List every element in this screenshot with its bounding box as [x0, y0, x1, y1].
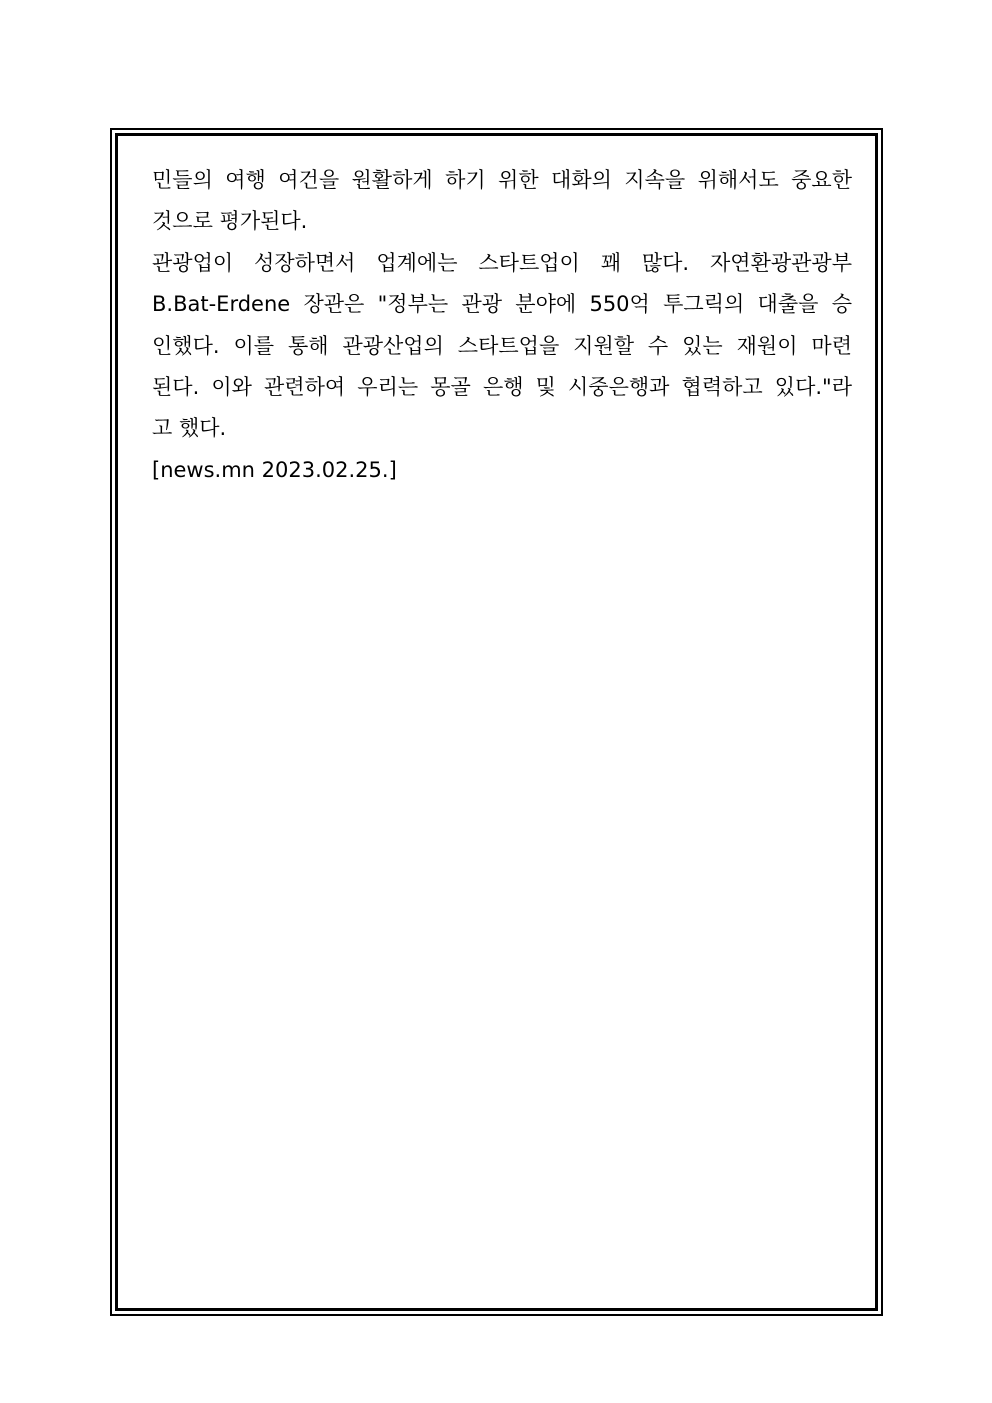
paragraph-2 — [152, 243, 852, 450]
page-border-outer — [110, 128, 883, 1316]
text-line: 된다. 이와 관련하여 우리는 몽골 은행 및 시중은행과 협력하고 있다."라 — [152, 374, 852, 399]
text-line: 인했다. 이를 통해 관광산업의 스타트업을 지원할 수 있는 재원이 마련 — [152, 333, 852, 358]
text-line: 관광업이 성장하면서 업계에는 스타트업이 꽤 많다. 자연환광관광부 — [152, 250, 852, 275]
text-line: 고 했다. — [152, 416, 227, 441]
source-citation: [news.mn 2023.02.25.] — [152, 457, 397, 482]
text-line: B.Bat-Erdene 장관은 "정부는 관광 분야에 550억 투그릭의 대출을 승 — [152, 292, 852, 317]
text-line: 것으로 평가된다. — [152, 209, 308, 234]
text-line: 민들의 여행 여건을 원활하게 하기 위한 대화의 지속을 위해서도 중요한 — [152, 168, 852, 192]
article-body — [152, 160, 852, 491]
page-border-inner — [115, 133, 878, 1311]
paragraph-1 — [152, 160, 852, 243]
